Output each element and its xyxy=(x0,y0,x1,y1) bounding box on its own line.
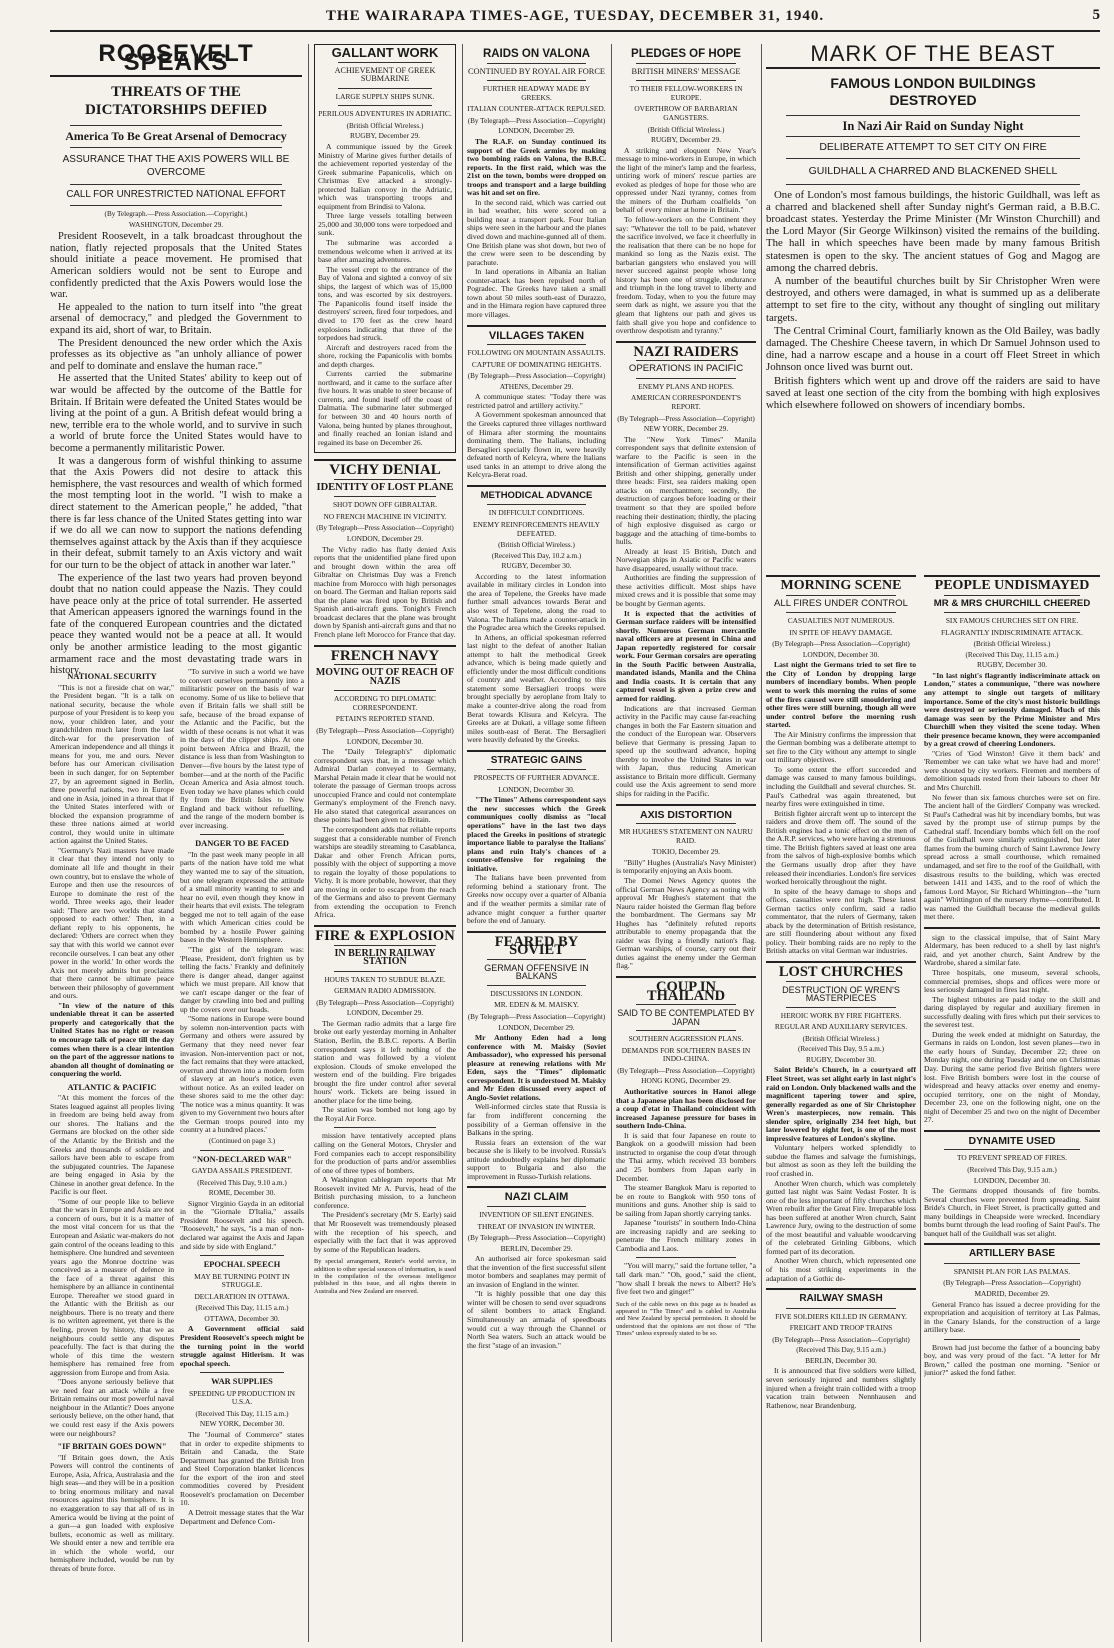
paragraph: "In last night's flagrantly indiscriminate attack on London," states a communique, "there was nowhere any attempt to single out targets of military importance. Some of the city's most historic buildings were destroyed or seriously damaged. Much of this damage was seen by the Prime Minister and Mrs Churchill when they visited the scene today. When their presence became known, they were accompanied by a great crowd of cheering Londoners. xyxy=(924,670,1100,749)
paragraph: Already at least 15 British, Dutch and Norwegian ships in Asiatic or Pacific waters have disappeared, usually without trace. xyxy=(616,546,756,573)
dateline: LONDON, December 30. xyxy=(498,784,575,794)
column-4 xyxy=(467,44,606,1642)
paragraph: "It is highly possible that one day this winter will be chosen to send over squadrons of silent bombers to attack England. Simultaneously an armada of speedboats would cut a way through the Channel or North Sea waters. Such an attack would be the first "stage of an invasion." xyxy=(467,1289,606,1350)
paragraph: Indications are that increased German activity in the Pacific may cause far-reaching changes in both the Far Eastern situation and the conduct of the European war. Observers believe that Germany is pressing Japan to speed up the southward advance, hoping thereby to involve the United States in war with Japan, thus reducing American assistance to Britain more difficult. Germany could use the Axis agreement to send more ships for raiding in the Pacific. xyxy=(616,703,756,799)
dateline: WASHINGTON, December 29. xyxy=(128,219,224,229)
paragraph: Russia fears an extension of the war because she is likely to be involved. Russia's attitude undoubtedly explains her diplomatic support to Bulgaria and also the improvement in Russo-Turkish relations. xyxy=(467,1137,606,1181)
deck: PETAIN'S REPORTED STAND. xyxy=(335,714,435,724)
deck: MR HUGHES'S STATEMENT ON NAURU RAID. xyxy=(619,827,753,845)
paragraph: A communique states: "Today there was restricted patrol and artillery activity." xyxy=(467,392,606,410)
credit-line: (By Telegraph.—Press Association.—Copyright.) xyxy=(104,210,248,219)
credit-line: (By Telegraph—Press Association—Copyright) xyxy=(467,1012,606,1021)
deck: LARGE SUPPLY SHIPS SUNK. xyxy=(335,91,435,101)
paragraph: "Billy" Hughes (Australia's Navy Minister) is temporarily enjoying an Axis boom. xyxy=(616,857,756,876)
paragraph: Saint Bride's Church, in a courtyard off Fleet Street, was set alight early in last night's raid on London. Only blackened walls and the magnificent tapering tower and spire, generally regarded as one of Sir Christopher Wren's masterpieces, now remain. This slender spire, originally 234 feet high, but later lowered by eight feet, is one of the most impressive features of London's skyline. xyxy=(766,1065,916,1143)
paragraph: Japanese "tourists" in southern Indo-China are increasing rapidly and are seeking to penetrate the French military zones in Cambodia and Laos. xyxy=(616,1218,756,1253)
dateline: NEW YORK, December 30. xyxy=(199,1419,285,1429)
paragraph: One of London's most famous buildings, the historic Guildhall, was left as a charred and blackened shell after Sunday night's German raid, a B.B.C. broadcast states. Yesterday the Prime Minister (Mr Winston Churchill) and the Lord Mayor (Sir George Wilkinson) visited the remains of the building. The hall in which speeches have been made by many famous British statesmen is open to the sky. The ancient statues of Gog and Magog are among the charred debris. xyxy=(766,188,1100,274)
mark-deck3: DELIBERATE ATTEMPT TO SET CITY ON FIRE xyxy=(819,141,1047,154)
paragraph: A Washington cablegram reports that Mr Roosevelt invited Mr A. Purvis, head of the British purchasing mission, to a luncheon conference. xyxy=(314,1175,456,1210)
french-navy-headline: FRENCH NAVY xyxy=(330,647,440,664)
deck: MOVING OUT OF REACH OF NAZIS xyxy=(315,667,455,687)
dateline: MADRID, December 29. xyxy=(974,1289,1050,1299)
fire-headline: FIRE & EXPLOSION xyxy=(315,928,455,944)
deck: IN DIFFICULT CONDITIONS. xyxy=(488,508,585,518)
deck: SIX FAMOUS CHURCHES SET ON FIRE. xyxy=(945,616,1079,626)
paragraph: The highest tributes are paid today to the skill and daring displayed by regular and auxiliary firemen in successfully dealing with fires which put their services to the severest test. xyxy=(924,994,1100,1030)
deck: BRITISH MINERS' MESSAGE xyxy=(631,66,741,76)
paragraph: Mr Anthony Eden had a long conference with M. Maisky (Soviet Ambassador), who expressed his personal pleasure at renewing relations with Mr Eden, says the "Times" diplomatic correspondent. It is understood M. Maisky and Mr Eden discussed every aspect of Anglo-Soviet relations. xyxy=(467,1033,606,1102)
column-rule xyxy=(920,892,921,1642)
dateline: ROME, December 30. xyxy=(208,1188,276,1198)
deck: FIVE SOLDIERS KILLED IN GERMANY. xyxy=(775,1311,907,1321)
paragraph: Currents carried the submarine northward, and it came to the surface after five hours. It was unable to steer because of currents, and found itself off the coast of Dalmatia. The submarine later submerged for between 30 and 40 hours north of Valona, being hunted by planes throughout, and finally reached an Ionian island and regained its base on December 26. xyxy=(318,369,452,447)
paragraph: During the week ended at midnight on Saturday, the Germans in raids on London, lost seven planes—two in the early hours of Sunday, December 22; three on Monday night, one during Tuesday and one on Christmas Day. During the same period five British fighters were lost. Five British bombers were lost in the course of widespread and heavy attacks over enemy and enemy-occupied territory, one on the night of Monday, December 23, one on the following night, one on the night of December 25 and two on the night of December 27. xyxy=(924,1029,1100,1125)
paragraph: Voluntary helpers worked splendidly to subdue the flames and salvage the furnishings, but almost as soon as they left the building the roof crashed in. xyxy=(766,1143,916,1178)
deck: OPERATIONS IN PACIFIC xyxy=(628,363,744,375)
roosevelt-deck2: America To Be Great Arsenal of Democracy xyxy=(65,129,287,144)
deck: ACCORDING TO DIPLOMATIC CORRESPONDENT. xyxy=(334,694,436,712)
deck: ENEMY REINFORCEMENTS HEAVILY DEFEATED. xyxy=(473,519,600,538)
column-rule xyxy=(308,44,309,1642)
deck: OVERTHROW OF BARBARIAN GANGSTERS. xyxy=(634,104,738,122)
deck: FLAGRANTLY INDISCRIMINATE ATTACK. xyxy=(941,627,1083,637)
credit-line: (By Telegraph—Press Association—Copyright) xyxy=(617,1066,755,1075)
column-6 xyxy=(766,570,916,1642)
received-line: (Received This Day, 11.15 a.m.) xyxy=(965,650,1059,659)
mark-deck1: FAMOUS LONDON BUILDINGS DESTROYED xyxy=(830,74,1036,108)
column-rule xyxy=(761,44,762,1642)
paragraph: It is announced that five soldiers were killed, seven seriously injured and numbers slightly injured when a freight train collided with a troop vacation train between Nennhausen and Rathenow, near Brandenburg. xyxy=(766,1366,916,1410)
paragraph: The "New York Times" Manila correspondent says that definite extension of warfare to the Pacific is seen in the intensification of German activities against British and other shipping, generally under three heads: First, sea raiders making open attacks on merchantmen; secondly, the destruction of cargoes before loading or their treatment so that they are spoiled before reaching their destination; thirdly, the placing of high explosive disguised as cargo or baggage and the attaching of time-bombs to hulls. xyxy=(616,434,756,547)
dateline: TOKIO, December 29. xyxy=(652,847,720,857)
feared-headline: FEARED BY SOVIET xyxy=(494,933,579,959)
column-1-lower xyxy=(50,668,174,1642)
paragraph: A Detroit message states that the War Department and Defence Com- xyxy=(180,1507,304,1526)
deck: SAID TO BE CONTEMPLATED BY JAPAN xyxy=(617,1008,755,1027)
nazi-raiders-headline: NAZI RAIDERS xyxy=(633,343,739,360)
paragraph: Brown had just become the father of a bouncing baby boy, and was very proud of the fact. "A letter for Mr Brown," called the postman one morning. "Senior or junior?" asked the fond father. xyxy=(924,1342,1100,1378)
deck: MR & MRS CHURCHILL CHEERED xyxy=(933,597,1091,609)
war-supplies-heading: WAR SUPPLIES xyxy=(211,1377,273,1387)
paragraph: The Air Ministry confirms the impression that the German bombing was a deliberate attempt to set fire to the City without any attempt to single out military objectives. xyxy=(766,729,916,765)
paragraph: The steamer Bangkok Maru is reported to be en route to Bangkok with 950 tons of munitions and guns. Another ship is said to be sailing from Japan shortly carrying tanks. xyxy=(616,1183,756,1218)
deck: INVENTION OF SILENT ENGINES. xyxy=(479,1209,594,1219)
dateline: LONDON, December 30. xyxy=(802,649,880,659)
credit-line: (By Telegraph—Press Association—Copyright) xyxy=(316,726,454,735)
paragraph: The "Daily Telegraph's" diplomatic correspondent says that, in a message which Admiral Darlan conveyed to Germany, Marshal Petain made it clear that he would not tolerate the passage of German troops across unoccupied France and could not contemplate Germany's employment of the French navy. He also stated that categorical assurances on these points had been given to Britain. xyxy=(314,747,456,825)
deck: ACHIEVEMENT OF GREEK SUBMARINE xyxy=(334,65,436,84)
dateline: LONDON, December 29. xyxy=(498,1022,575,1032)
dateline: RUGBY, December 30. xyxy=(501,561,572,571)
dateline: NEW YORK, December 29. xyxy=(643,424,729,434)
deck: DEMANDS FOR SOUTHERN BASES IN INDO-CHINA. xyxy=(621,1045,751,1064)
gallant-story xyxy=(314,44,456,453)
deck: SOUTHERN AGGRESSION PLANS. xyxy=(628,1034,744,1044)
masthead xyxy=(50,4,1100,32)
paragraph: "Cries of 'God Winston! Give it them back' and 'Remember we can take what we have had and more!' were shouted by city workers. Firemen and members of demolition squads rested from their labours to cheer Mr and Mrs Churchill. xyxy=(924,748,1100,793)
paragraph: The Italians have been prevented from reforming behind a stationary front. The Greeks now occupy over a quarter of Albania and if the weather permits a similar rate of advance might conquer a further quarter before the end of January. xyxy=(467,873,606,926)
roosevelt-deck4: CALL FOR UNRESTRICTED NATIONAL EFFORT xyxy=(66,188,286,200)
paragraph: Three large vessels totalling between 25,000 and 30,000 tons were torpedoed and sunk. xyxy=(318,211,452,238)
pledges-headline: PLEDGES OF HOPE xyxy=(631,48,741,60)
deck: CASUALTIES NOT NUMEROUS. xyxy=(787,616,895,626)
paragraph: The experience of the last two years had proven beyond doubt that no nation could appease the Nazis. They could have peace only at the price of total surrender. He asserted that American appeasers ignored the warnings found in the fate of the conquered European countries and the dictated peace they wanted would not be a peace at all. It would only be another armistice leading to the most gigantic armament race and the most devastating trade wars in history. xyxy=(50,572,302,677)
deck: DECLARATION IN OTTAWA. xyxy=(194,1291,290,1301)
column-7 xyxy=(924,570,1100,1642)
received-line: (Received This Day, 9.15 a.m.) xyxy=(796,1346,886,1355)
dateline: LONDON, December 29. xyxy=(346,533,424,543)
credit-line: (By Telegraph—Press Association—Copyright) xyxy=(467,1234,606,1243)
column-3 xyxy=(314,44,456,1642)
deck: REGULAR AND AUXILIARY SERVICES. xyxy=(774,1022,908,1032)
deck: THREAT OF INVASION IN WINTER. xyxy=(477,1221,596,1231)
paragraph: British fighter aircraft went up to intercept the raiders and drove them off. The sound of the British engines had a tonic effect on the men of the A.R.P. services, who were having a strenuous time. The British fighters saved at least one area from the salvos of high-explosive bombs which the Germans usually drop after they have released their incendiaries. London's fire services worked heroically throughout the night. xyxy=(766,808,916,887)
deck: HOURS TAKEN TO SUBDUE BLAZE. xyxy=(324,974,446,984)
dateline: BERLIN, December 29. xyxy=(500,1243,573,1253)
paragraph: sign to the classical impulse, that of Saint Mary Aldermary, has been reduced to a shell by last night's raid, and yet another church, Saint Andrew by the Wardrobe, shared a similar fate. xyxy=(924,932,1100,968)
paragraph: The Central Criminal Court, familiarly known as the Old Bailey, was badly damaged. The Cheshire Cheese tavern, in which Dr Samuel Johnson used to dine, had a narrow escape and a house in a court off Fleet Street in which Johnson once lived was burnt out. xyxy=(766,324,1100,374)
deck: TO THEIR FELLOW-WORKERS IN EUROPE. xyxy=(629,84,743,102)
paragraph: "This is not a fireside chat on war," the President began. "It is a talk on national security, because the whole purpose of your President is to keep you now, your children later, and your grandchildren much later from the last ditch-war for the preservation of American independence and all things it means for you, me and ours. Never before has our American civilisation been in such danger, for on September 27, by an agreement signed in Berlin, three powerful nations, two in Europe and one in Asia, joined in a threat that if the United States interfered with or blocked the expansion programme of these three nations aimed at world control, they would unite in ultimate action against the United States. xyxy=(50,682,174,846)
paragraph: "In the past week many people in all parts of the nation have told me what they wanted me to say of the situation, but one telegram expressed the attitude of a small minority wanting to see and hear no evil, even though they know in their hearts that evil exists. The telegram begged me not to tell again of the ease with which American cities could be bombed by a hostile Power gaining bases in the Western Hemisphere. xyxy=(180,849,304,945)
paragraph: British fighters which went up and drove off the raiders are said to have saved at least one section of the city from the bombing with high explosives which elsewhere followed on showers of incendiary bombs. xyxy=(766,374,1100,412)
deck: FOLLOWING ON MOUNTAIN ASSAULTS. xyxy=(467,348,606,358)
paragraph: The Vichy radio has flatly denied Axis reports that the unidentified plane fired upon and brought down within the area off Gibraltar on Christmas Day was a French machine from Morocco with high personages on board. The German and Italian reports said that the plane was fired upon by British and Spanish anti-aircraft guns. Tonight's French broadcast declares that the plane was brought down by Spanish anti-aircraft guns and that no French plane left Morocco for France that day. xyxy=(314,544,456,639)
paragraph: President Roosevelt, in a talk broadcast throughout the nation, flatly rejected proposals that the United States should initiate a peace movement. He promised that American soldiers would not be sent to Europe and confidently predicted that the Axis Powers would lose the war. xyxy=(50,231,302,301)
undismayed-headline: PEOPLE UNDISMAYED xyxy=(934,578,1090,593)
credit-line: (By Telegraph—Press Association—Copyright) xyxy=(772,640,910,649)
paragraph: Another Wren church, which represented one of his most striking experiments in the adaptation of a Gothic de- xyxy=(766,1256,916,1283)
times-notice: Such of the cable news on this page as is headed as appeared in "The Times" and is cabled to Australia and New Zealand by special permission. It should be understood that the opinions are not those of "The Times" unless expressly stated to be so. xyxy=(616,1300,756,1338)
credit-line: (By Telegraph—Press Association—Copyright) xyxy=(467,372,606,381)
paragraph: An authorised air force spokesman said that the invention of the first successful silent motor bombers and seaplanes may permit of an invasion of England in the winter. xyxy=(467,1254,606,1289)
paragraph: Well-informed circles state that Russia is far from indifferent concerning the possibility of a German offensive in the Balkans in the spring. xyxy=(467,1102,606,1138)
received-line: (Received This Day, 10.2 a.m.) xyxy=(491,551,582,560)
received-line: (Received This Day, 11.15 a.m.) xyxy=(195,1304,289,1313)
credit-line: (By Telegraph—Press Association—Copyright) xyxy=(467,116,606,125)
credit-line: (British Official Wireless.) xyxy=(647,125,725,134)
deck: SPEEDING UP PRODUCTION IN U.S.A. xyxy=(189,1388,295,1407)
roosevelt-deck3: ASSURANCE THAT THE AXIS POWERS WILL BE OVERCOME xyxy=(62,153,290,178)
credit-line: (By Telegraph—Press Association—Copyright) xyxy=(617,414,755,423)
dateline: RUGBY, December 30. xyxy=(976,660,1048,670)
deck: IN SPITE OF HEAVY DAMAGE. xyxy=(789,627,893,637)
paragraph: "In view of the nature of this undeniable threat it can be asserted properly and categorically that the United States has no right or reason to encourage talk of peace till the day comes when there is a clear intention on the part of the aggressor nations to abandon all thought of dominating or conquering the world. xyxy=(50,1000,174,1079)
deck: SPANISH PLAN FOR LAS PALMAS. xyxy=(953,1266,1071,1276)
deck: GAYDA ASSAILS PRESIDENT. xyxy=(192,1166,292,1176)
paragraph: A number of the beautiful churches built by Sir Christopher Wren were destroyed, and others were damaged, in what is summed up as a deliberate attempt to set fire to the city, without any thought of singling out military targets. xyxy=(766,275,1100,324)
dateline: LONDON, December 30. xyxy=(973,1175,1051,1185)
deck: FREIGHT AND TROOP TRAINS xyxy=(789,1323,893,1333)
valona-headline: RAIDS ON VALONA xyxy=(482,48,591,60)
deck: ITALIAN COUNTER-ATTACK REPULSED. xyxy=(467,104,606,114)
paragraph: In Athens, an official spokesman referred last night to the defeat of another Italian attempt to halt the methodical Greek advance, which is being made quietly and efficiently under the most difficult conditions of country and weather. According to this statement some Bersaglieri troops were brought specially by aeroplane from Italy to make a counter-drive along the road from Berat towards Klisura and Kelcyra. The Greeks are at Dukati, a village some fifteen miles south-east of Berat. The Bersaglieri were heavily defeated by the Greeks. xyxy=(467,632,606,745)
morning-headline: MORNING SCENE xyxy=(780,578,902,593)
deck: MAY BE TURNING POINT IN STRUGGLE. xyxy=(194,1271,290,1290)
paragraph: He appealed to the nation to turn itself into "the great arsenal of democracy," and pledged the Government to expand its aid, short of war, to Britain. xyxy=(50,301,302,337)
deck: FURTHER HEADWAY MADE BY GREEKS. xyxy=(482,84,591,102)
dynamite-headline: DYNAMITE USED xyxy=(968,1134,1056,1147)
lost-churches-headline: LOST CHURCHES xyxy=(778,963,904,980)
paragraph: Aircraft and destroyers raced from the shore, rocking the Papanicolis with bombs and depth charges. xyxy=(318,342,452,369)
credit-line: (British Official Wireless.) xyxy=(973,640,1051,649)
received-line: (Received This Day, 11.15 a.m.) xyxy=(195,1409,289,1418)
paragraph: Another Wren church, which was completely gutted last night was Saint Vedast Foster. It is one of the less important of fifty churches which Wren rebuilt after the Great Fire. Irreparable loss has been suffered at another Wren church, Saint Lawrence Jury, owing to the destruction of some of the most beautiful and valuable woodcarving of the celebrated Grinling Gibbons, which formed part of its decoration. xyxy=(766,1178,916,1256)
column-rule xyxy=(611,44,612,1642)
paragraph: He asserted that the United States' ability to keep out of war would be affected by the outcome of the Battle for Britain. If Britain were defeated the United States would be living at the point of a gun. A British defeat would bring a new, terrible era to the whole world, and to survive in such a world of brute force the United States would have to become a permanently militaristic Power. xyxy=(50,373,302,454)
paragraph: The German radio admits that a large fire broke out early yesterday morning in Anhalter Station, Berlin, the B.B.C. reports. A Berlin correspondent says it left nothing of the station and was followed by a violent explosion. Clouds of smoke enveloped the western end of the building. Fire brigades brought the fire under control after several hours' work. Tickets are being issued in another place for the time being. xyxy=(314,1018,456,1105)
non-declared-heading: "NON-DECLARED WAR" xyxy=(192,1154,292,1164)
mark-story xyxy=(766,44,1100,564)
reuter-notice: By special arrangement, Reuter's world service, in addition to other special sources of information, is used in the compilation of the overseas intelligence published in this issue, and all rights therein in Australia and New Zealand are reserved. xyxy=(314,1258,456,1295)
deck: GERMAN RADIO ADMISSION. xyxy=(334,986,436,996)
paragraph: Authorities are finding the suppression of these activities difficult. Most ships have mixed crews and it is possible that some may be bought by German agents. xyxy=(616,573,756,608)
received-line: (Received This Day, 9.5 a.m.) xyxy=(797,1045,885,1054)
axis-distortion-headline: AXIS DISTORTION xyxy=(640,808,732,821)
roosevelt-deck1: THREATS OF THE DICTATORSHIPS DEFIED xyxy=(84,84,268,119)
paragraph: A communique issued by the Greek Ministry of Marine gives further details of the achievement reported yesterday of the Greek submarine Papanicolis, which on Christmas Eve attacked a strongly-protected Italian convoy in the Adriatic, which was transporting troops and equipment from Brindisi to Valona. xyxy=(318,142,452,211)
paragraph: No fewer than six famous churches were set on fire. The ancient hall of the Girdlers' Company was wrecked. St Paul's Cathedral was hit by incendiary bombs, but was saved by the prompt use of stirrup pumps by the Cathedral staff. Incendiary bombs which fell on the roof of the Guildhall were similarly extinguished, but later flames from the burning church of Saint Lawrence Jewry spread across a small courthouse, which remained undamaged, and set fire to the roof of the Guildhall, with disastrous results to the building, which was erected between 1411 and 1435, and to the roof of which the famous Lord Mayor, Sir Richard Whittington—the "turn again" Whittington of the nursery rhyme—contributed. It was named the Guildhall because the medieval guilds met there. xyxy=(924,792,1100,922)
deck: DESTRUCTION OF WREN'S MASTERPIECES xyxy=(782,984,900,1004)
thailand-headline: COUP IN THAILAND xyxy=(646,978,726,1004)
dateline: LONDON, December 30. xyxy=(346,736,424,746)
paragraph: A Government spokesman announced that the Greeks captured three villages northward of Himara after storming the mountains dominating them. The Italians, including Bersaglieri specially flown in, were heavily defeated north of Kelcyra, where the Italians used tanks in an attempt to drive along the Kelcyra-Berat road. xyxy=(467,410,606,480)
paragraph: The President denounced the new order which the Axis professes as its objective as "an unholy alliance of power and pelf to dominate and enslave the human race." xyxy=(50,337,302,372)
villages-headline: VILLAGES TAKEN xyxy=(488,329,585,342)
paragraph: A Government official said President Roosevelt's speech might be the turning point in the world struggle against Hitlerism. It was epochal speech. xyxy=(180,1324,304,1368)
deck: ALL FIRES UNDER CONTROL xyxy=(774,597,908,609)
received-line: (Received This Day, 9.15 a.m.) xyxy=(967,1165,1057,1174)
deck: HEROIC WORK BY FIRE FIGHTERS. xyxy=(780,1010,902,1020)
credit-line: (British Official Wireless.) xyxy=(498,541,575,550)
column-2-lower xyxy=(180,668,304,1642)
dateline: RUGBY, December 30. xyxy=(805,1054,877,1064)
paragraph: Three hospitals, one museum, several schools, commercial premises, shops and offices were more or less seriously damaged in fires last night. xyxy=(924,967,1100,995)
deck: ENEMY PLANS AND HOPES. xyxy=(638,381,734,391)
railway-headline: RAILWAY SMASH xyxy=(799,1293,883,1305)
paragraph: "Does anyone seriously believe that we need fear an attack while a free Britain remains our most powerful naval neighbour in the Atlantic? Does anyone seriously believe, on the other hand, that we could rest easy if the Axis powers were our neighbours? xyxy=(50,1377,174,1438)
paragraph: "Some of our people like to believe that the wars in Europe and Asia are not a concern of ours, but it is a matter of the most vital concern for us that the European and Asiatic war-makers do not gain control of the oceans leading to this hemisphere. One hundred and seventeen years ago the Monroe doctrine was conceived as a measure of defence in the face of a threat against this hemisphere by an alliance in continental Europe. Thereafter we stood guard in the Atlantic with the British as our neighbours. There is no treaty and there is no written agreement, yet there is the feeling, proven by history, that we as neighbours could settle any disputes peacefully. The fact is that during the whole of this time the western hemisphere has remained free from aggression from Europe and from Asia. xyxy=(50,1196,174,1377)
paragraph: The R.A.F. on Sunday continued its support of the Greek armies by making two bombing raids on Valona, the B.B.C. reports. In the first raid, which was the 21st on the town, bombs were dropped on troops and transport and a large building was hit and set on fire. xyxy=(467,137,606,198)
paragraph: To fellow-workers on the Continent they say: "Whatever the toll to be paid, whatever the sacrifice involved, we face it cheerfully in the realisation that there can be no hope for mankind so long as the Nazis exist. The barbarian gangsters who enslaved you will never succeed against people whose long history has been one of struggle, endurance and triumph in the long travel to liberty and freedom. Today, when to you the future may seem dark as night, we assure you that the gleam that lightens our path and gives us faith shall give you hope and confidence to overthrow despotism and tyranny." xyxy=(616,214,756,336)
paragraph: In the second raid, which was carried out in bad weather, hits were scored on a building near a transport park. Four Italian ships were seen in the harbour and the planes dived down and machine-gunned all of them. One British plane was shot down, but two of the crew were seen to be descending by parachute. xyxy=(467,197,606,267)
roosevelt-story xyxy=(50,44,302,704)
paragraph: "If Britain goes down, the Axis Powers will control the continents of Europe, Asia, Africa, Australasia and the high seas—and they will be in a position to bring enormous military and naval resources against this hemisphere. It is no exaggeration to say that all of us in America would be living at the point of a gun—a gun loaded with explosive bullets, economic as well as military. We should enter a new and terrible era in which the whole world, our hemisphere included, would be run by threats of brute force. xyxy=(50,1452,174,1573)
vichy-headline: VICHY DENIAL xyxy=(329,462,441,479)
atlantic-heading: ATLANTIC & PACIFIC xyxy=(67,1082,157,1092)
credit-line: (British Official Wireless.) xyxy=(346,121,424,130)
paragraph: The vessel crept to the entrance of the Bay of Valona and sighted a convoy of six ships, the largest of which was of 15,000 tons, and was escorted by six destroyers. The Papanicolis found itself inside the destroyers' screen, fired four torpedoes, and dived to 170 feet as the crew heard explosions indicating that three of the torpedoes had struck. xyxy=(318,264,452,343)
paragraph: Last night the Germans tried to set fire to the City of London by dropping large numbers of incendiary bombs. When people went to work this morning the ruins of some of the fires caused were still smouldering and other fires were still burning, though all were under control before the morning rush started. xyxy=(766,660,916,730)
continued-note: (Continued on page 3.) xyxy=(208,1136,276,1145)
paragraph: Signor Virginio Gayda in an editorial in the "Giornale D'Italia," assails President Roosevelt and his speech. "Roosevelt," he says, "is a man of non-declared war against the Axis and Japan and side by side with England." xyxy=(180,1198,304,1251)
paragraph: It is expected that the activities of German surface raiders will be intensified shortly. Numerous German mercantile naval officers are at present in China and Japan reportedly registered for corsair work. Four German corsairs are operating in the South Pacific between Australia, mandated islands, Manila and the China and India coasts. It is certain that any captured vessel is given a prize crew and armed for raiding. xyxy=(616,608,756,704)
paragraph: The submarine was accorded a tremendous welcome when it arrived at its base after amazing adventures. xyxy=(318,238,452,265)
deck: DISCUSSIONS IN LONDON. xyxy=(490,988,583,998)
paragraph: According to the latest information available in military circles in London into the area of Tepelene, the Greeks have made further small advances towards Berat and also west of Tepelene, along the road to Valona. The Italians made a counter-attack in the Pogradec area which the Greeks repulsed. xyxy=(467,571,606,633)
strategic-headline: STRATEGIC GAINS xyxy=(490,754,583,766)
deck: TO PREVENT SPREAD OF FIRES. xyxy=(957,1153,1067,1163)
mark-deck2: In Nazi Air Raid on Sunday Night xyxy=(842,118,1024,133)
if-britain-heading: "IF BRITAIN GOES DOWN" xyxy=(57,1442,167,1452)
deck: PERILOUS ADVENTURES IN ADRIATIC. xyxy=(318,109,452,119)
credit-line: (British Official Wireless.) xyxy=(802,1034,880,1043)
dateline: RUGBY, December 29. xyxy=(349,131,421,141)
dateline: RUGBY, December 29. xyxy=(650,135,722,145)
paragraph: mission have tentatively accepted plans calling on the General Motors, Chrysler and Ford companies each to accept responsibility for the production of parts and/or assemblies of one of three types of bombers. xyxy=(314,1131,456,1175)
deck: IN BERLIN RAILWAY STATION xyxy=(334,947,436,968)
paragraph: The correspondent adds that reliable reports suggest that a considerable number of French warships are steadily streaming to Casablanca, Dakar and other French African ports, possibly with the object of supporting a move to regain the loyalty of those populations to Vichy. It is more probable, however, that they are moving in order to escape from the reach of the Germans and also to prevent Germany from extending the occupation to French Africa. xyxy=(314,824,456,920)
deck: NO FRENCH MACHINE IN VICINITY. xyxy=(323,511,447,521)
paragraph: To some extent the effort succeeded and damage was caused to many famous buildings, including the Guildhall and several churches. St. Paul's Cathedral was again threatened, but nearby fires were extinguished in time. xyxy=(766,764,916,809)
paragraph: The Germans dropped thousands of fire bombs. Several churches were prevented from spreading. Saint Bride's Church, in Fleet Street, is practically gutted and many buildings in Cheapside were wrecked. Incendiary bombs burnt through the lead roofing of Saint Paul's. The banquet hall of the Guildhall was set alight. xyxy=(924,1186,1100,1238)
paragraph: "At this moment the forces of the States leagued against all peoples living in freedom are being held away from our shores. The Italians and the Germans are blocked on the other side of the Atlantic by the British and the Greeks and thousands of soldiers and sailors have been able to escape from the subjugated countries. The Japanese are being engaged in Asia by the Chinese in another great defence. In the Pacific is our fleet. xyxy=(50,1093,174,1197)
column-rule xyxy=(462,44,463,1642)
deck: AMERICAN CORRESPONDENT'S REPORT. xyxy=(631,393,741,411)
deck: PROSPECTS OF FURTHER ADVANCE. xyxy=(473,773,600,783)
paragraph: Authoritative sources in Hanoi allege that a Japanese plan has been disclosed for a coup d'etat in Thailand coincident with increased Japanese pressure for bases in southern Indo-China. xyxy=(616,1087,756,1131)
credit-line: (By Telegraph—Press Association—Copyright) xyxy=(943,1279,1081,1288)
paragraph: A striking and eloquent New Year's message to mine-workers in Europe, in which the light of the miner's lamp and the fearless, untiring work of miners' rescue parties are evoked as pledges of hope for those who are oppressed under Nazi tyranny, comes from the miners of the Durham coalfields "on behalf of every miner at home in Britain." xyxy=(616,145,756,215)
masthead-title: THE WAIRARAPA TIMES-AGE, TUESDAY, DECEMBER 31, 1940. xyxy=(325,8,825,24)
deck: CAPTURE OF DOMINATING HEIGHTS. xyxy=(471,359,602,369)
paragraph: It is said that four Japanese en route to Bangkok on a goodwill mission had been instructed to organise the coup d'etat through the Thai army, which received 33 bombers and 25 bombers from Japan early in December. xyxy=(616,1130,756,1183)
paragraph: The Domei News Agency quotes the official German News Agency as noting with approval Mr Hughes's statement that the Nauru raider hoisted the German flag before the bombardment. The Germans say Mr Hughes has "definitely refuted reports attributable to enemy propaganda that the raider was flying a friendly nation's flag. German warships, of course, carry out their duties against the enemy under the German flag." xyxy=(616,875,756,971)
artillery-headline: ARTILLERY BASE xyxy=(968,1248,1056,1260)
paragraph: "The Times" Athens correspondent says the new successes which the Greek communiques coolly dismiss as "local operations" have in the last two days placed the Greeks in positions of strategic importance liable to paralyse the Italians' plans and ruin Italy's chances of a counter-offensive for regaining the initiative. xyxy=(467,795,606,873)
paragraph: The President's secretary (Mr S. Early) said that Mr Roosevelt was tremendously pleased with the reception of his speech, and especially with the fact that it was approved by some of the Republican leaders. xyxy=(314,1210,456,1254)
dateline: LONDON, December 29. xyxy=(498,126,575,136)
paragraph: "To survive in such a world we have to convert ourselves permanently into a militaristic power on the basis of war economy. Some of us like to believe that even if Britain falls we shall still be safe, because of the broad expanse of the Atlantic and the Pacific, but the width of these oceans is not what it was in the days of the clipper ships. At one point between Africa and Brazil, the distance is less than from Washington to Denver—five hours by the latest type of bomber—and at the north of the Pacific Ocean America and Asia almost touch. Even today we have planes which could fly from the British Isles to New England and back without refuelling, and the range of the modern bomber is ever increasing. xyxy=(180,668,304,830)
credit-line: (By Telegraph—Press Association—Copyright) xyxy=(772,1335,910,1344)
paragraph: In spite of the heavy damage to shops and offices, casualties were not high. These latest German tactics only confirm, said a radio commentator, that the rulers of Germany, taken aback by the determination of British resistance, are still floundering about without any fixed policy. Their bombing raids are no reply to the British attacks on vital German war industries. xyxy=(766,886,916,956)
deck: GERMAN OFFENSIVE IN BALKANS xyxy=(484,962,589,982)
mark-deck4: GUILDHALL A CHARRED AND BLACKENED SHELL xyxy=(808,164,1058,177)
paragraph: The station was bombed not long ago by the Royal Air Force. xyxy=(314,1105,456,1123)
credit-line: (By Telegraph—Press Association—Copyright) xyxy=(316,524,454,533)
paragraph: "The gist of the telegram was: 'Please, President, don't frighten us by telling the facts.' Frankly and definitely there is danger ahead, danger against which we must prepare. All know that we can't escape danger or the fear of danger by crawling into bed and pulling up the covers over our heads. xyxy=(180,944,304,1014)
column-5 xyxy=(616,44,756,1642)
deck: IDENTITY OF LOST PLANE xyxy=(316,481,454,493)
paragraph: It was a dangerous form of wishful thinking to assume that the Axis Powers did not desire to attack this hemisphere, the vast resources and wealth of which formed the most tempting loot in the world. "I wish to make a direct statement to the American people," he added, "that there is far less chance of the United States getting into war if we do all we can now to support the nations defending themselves against attack by the Axis than if they acquiesce in their defeat, submit tamely to an Axis victory and wait for our turn to be the object of attack in another war later." xyxy=(50,455,302,571)
dateline: BERLIN, December 30. xyxy=(805,1355,877,1365)
dateline: ATHENS, December 29. xyxy=(499,381,574,391)
paragraph: In land operations in Albania an Italian counter-attack has been repulsed north of Pogradec. The Greeks have taken a small town about 50 miles south-east of Durazzo, and in the Himara region have captured three more villages. xyxy=(467,267,606,319)
paragraph: "Some nations in Europe were bound by solemn non-intervention pacts with Germany and others were assured by Germany that they need never fear invasion. Non-intervention pact or not, the fact remains that they were attacked, overrun and thrown into a modern form of slavery at an hour's notice, even without notice. As an exiled leader on these shores said to me the other day: 'The notice was a minus quantity. It was given to my Government two hours after the German troops poured into my country at a hundred places.' xyxy=(180,1014,304,1135)
paragraph: "You will marry," said the fortune teller, "a tall dark man." "Oh, good," said the client, "how shall I break the news to Albert? He's five feet two and ginger!" xyxy=(616,1261,756,1297)
methodical-headline: METHODICAL ADVANCE xyxy=(480,489,593,501)
deck: MR. EDEN & M. MAISKY. xyxy=(494,1000,579,1010)
dateline: OTTAWA, December 30. xyxy=(204,1313,280,1323)
received-line: (Received This Day, 9.10 a.m.) xyxy=(197,1178,287,1187)
danger-heading: DANGER TO BE FACED xyxy=(195,839,289,849)
gallant-headline: GALLANT WORK xyxy=(331,45,439,60)
paragraph: "Germany's Nazi masters have made it clear that they intend not only to dominate all life and thought in their own country, but to enslave the whole of Europe and then use the resources of Europe to dominate the rest of the world. Three weeks ago, their leader said: 'There are two worlds that stand opposed to each other.' Then, in a defiant reply to his opponents, he declared: 'Others are correct when they say that with this world we cannot ever reconcile ourselves. I can beat any other power in the world.' In other words the Axis not merely admits but proclaims that there cannot be ultimate peace between their philosophy of government and ours. xyxy=(50,845,174,1001)
paragraph: The "Journal of Commerce" states that in order to expedite shipments to Britain and Canada, the State Department has granted the British Iron and Steel Corporation blanket licences for the export of the iron and steel commodities covered by President Roosevelt's proclamation on December 10. xyxy=(180,1430,304,1508)
roosevelt-headline: ROOSEVELT SPEAKS xyxy=(98,44,254,76)
deck: SHOT DOWN OFF GIBRALTAR. xyxy=(332,500,438,510)
mark-headline: MARK OF THE BEAST xyxy=(810,44,1056,66)
dateline: HONG KONG, December 29. xyxy=(641,1076,731,1086)
national-security-heading: NATIONAL SECURITY xyxy=(67,672,157,681)
epochal-heading: EPOCHAL SPEECH xyxy=(203,1260,281,1270)
dateline: LONDON, December 29. xyxy=(346,1008,424,1018)
paragraph: General Franco has issued a decree providing for the expropriation and acquisition of territory at Las Palmas, in the Canary Islands, for the construction of a large artillery base. xyxy=(924,1299,1100,1335)
nazi-claim-headline: NAZI CLAIM xyxy=(504,1191,569,1204)
credit-line: (By Telegraph—Press Association—Copyright) xyxy=(316,998,454,1007)
page-number: 5 xyxy=(1092,7,1100,23)
deck: CONTINUED BY ROYAL AIR FORCE xyxy=(467,66,606,76)
